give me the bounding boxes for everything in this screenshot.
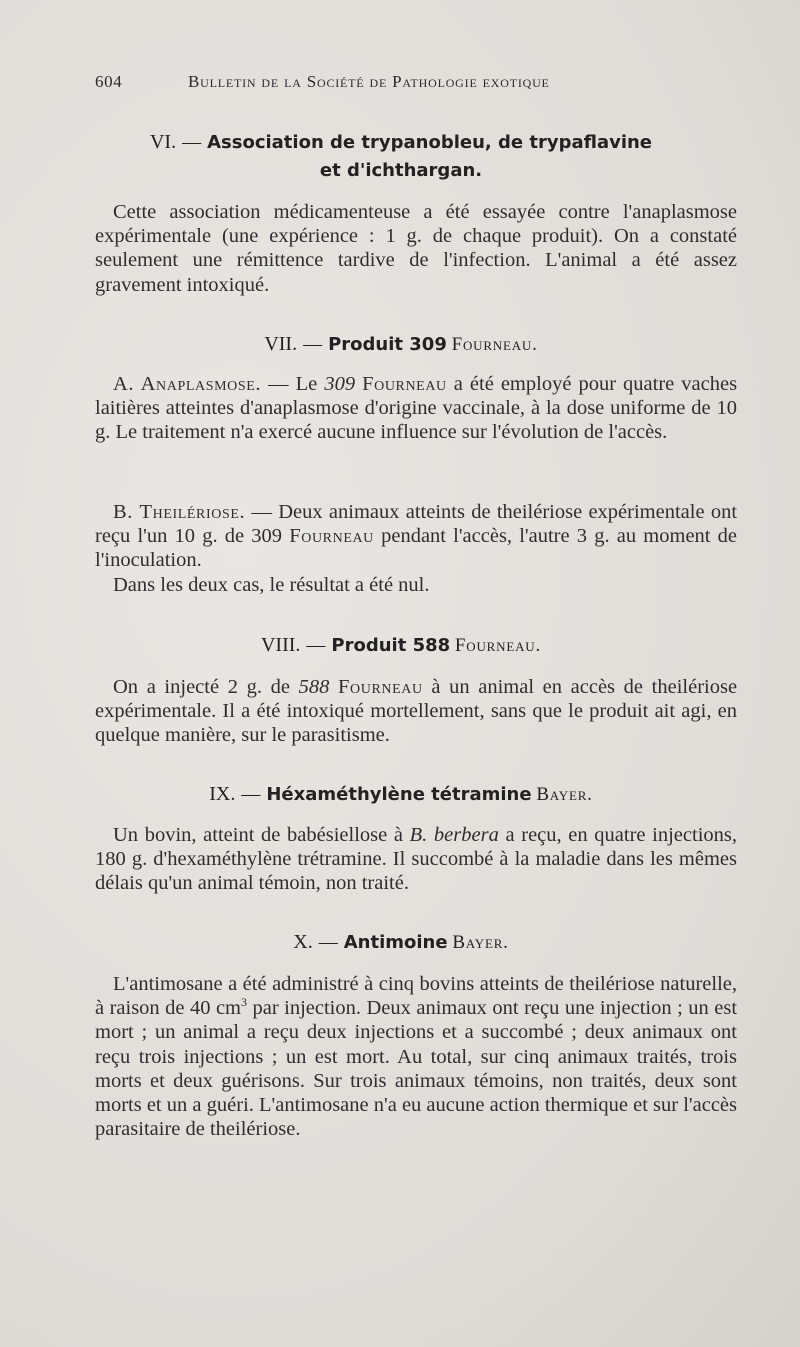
section-title-continued: et d'ichthargan. <box>319 160 483 181</box>
product-number: 588 <box>298 676 330 698</box>
paragraph-text: a reçu, en quatre injections, 180 g. d'hexaméthylène trétramine. Il succombé à la maladie dans les mêmes délais qu'un animal témoin, non traité. <box>95 824 737 895</box>
section-title: Produit 309 <box>328 334 447 355</box>
species-name: B. berbera <box>409 824 499 846</box>
section-title-author: Fourneau. <box>454 635 541 656</box>
paragraph-ix <box>95 823 737 896</box>
section-heading-ix: IX. — Héxaméthylène tétramine Bayer. <box>209 783 593 805</box>
paragraph-text: — Le <box>268 373 318 395</box>
paragraph-text: Dans les deux cas, le résultat a été nul. <box>113 573 430 596</box>
paragraph-text: Cette association médicamenteuse a été essayée contre l'anaplasmose expérimentale (une expérience : 1 g. de chaque produit). On a constaté seulement une rémittence tardive de l'infection. L'animal a été assez gravement intoxiqué. <box>95 201 737 296</box>
section-title: Association de trypanobleu, de trypaflavine <box>207 132 653 153</box>
author-name: Fourneau <box>289 525 374 548</box>
paragraph-text: pendant l'accès, l'autre 3 g. au moment de l'inoculation. <box>95 525 738 572</box>
paragraph-vi <box>95 200 737 297</box>
section-heading-viii: VIII. — Produit 588 Fourneau. <box>260 634 541 656</box>
section-heading-vi: VI. — Association de trypanobleu, de trypaflavine et d'ichthargan. <box>149 131 653 181</box>
section-heading-x: X. — Antimoine Bayer. <box>293 931 509 953</box>
superscript: 3 <box>241 995 247 1010</box>
section-number: X. <box>293 931 313 953</box>
subsection-label: A. Anaplasmose. <box>113 373 262 395</box>
paragraph-text: Un bovin, atteint de babésiellose à <box>113 824 403 846</box>
section-title: Produit 588 <box>331 635 451 656</box>
paragraph-vii-a <box>95 372 737 445</box>
section-heading-vii: VII. — Produit 309 Fourneau. <box>264 333 538 355</box>
product-number: 309 <box>324 373 356 395</box>
paragraph-text: à un animal en accès de theilériose expérimentale. Il a été intoxiqué mortellement, sans que le produit ait agi, en quelque manière, sur le parasitisme. <box>95 676 738 747</box>
section-title: Antimoine <box>343 932 448 953</box>
page-number: 604 <box>95 72 123 91</box>
section-number: VII. <box>264 333 298 355</box>
running-head <box>95 72 707 102</box>
section-number: IX. <box>209 783 236 805</box>
paragraph-text: On a injecté 2 g. de <box>113 676 290 698</box>
paragraph-viii <box>95 675 737 748</box>
paragraph-text: par injection. Deux animaux ont reçu une injection ; un est mort ; un animal a reçu deux injections et a succombé ; deux animaux ont reçu trois injections ; un est mort. Au total, sur cinq animaux traités, trois morts et deux guérisons. Sur trois animaux témoins, non traités, deux sont morts et un a guéri. L'antimosane n'a eu aucune action thermique et sur l'accès parasitaire de theilériose. <box>95 997 738 1141</box>
section-title: Héxaméthylène tétramine <box>266 784 532 805</box>
section-number: VI. <box>149 131 177 153</box>
section-number: VIII. <box>260 634 301 656</box>
paragraph-text: — Deux animaux atteints de theilériose expérimentale ont reçu l'un 10 g. de 309 <box>95 501 738 548</box>
author-name: Fourneau <box>362 373 447 395</box>
section-title-author: Bayer. <box>452 932 509 953</box>
paragraph-x <box>95 972 737 1141</box>
paragraph-text: L'antimosane a été administré à cinq bovins atteints de theilériose naturelle, à raison de 40 cm <box>95 973 737 1020</box>
paragraph-text: a été employé pour quatre vaches laitières atteintes d'anaplasmose d'origine vaccinale, à la dose uniforme de 10 g. Le traitement n'a exercé aucune influence sur l'évolution de l'accès. <box>95 373 738 444</box>
author-name: Fourneau <box>338 676 423 698</box>
section-title-author: Bayer. <box>536 784 593 805</box>
section-title-author: Fourneau. <box>451 334 538 355</box>
paragraph-vii-b <box>95 500 737 597</box>
subsection-label: B. Theilériose. <box>113 501 246 523</box>
journal-title: Bulletin de la Société de Pathologie exotique <box>188 72 550 91</box>
